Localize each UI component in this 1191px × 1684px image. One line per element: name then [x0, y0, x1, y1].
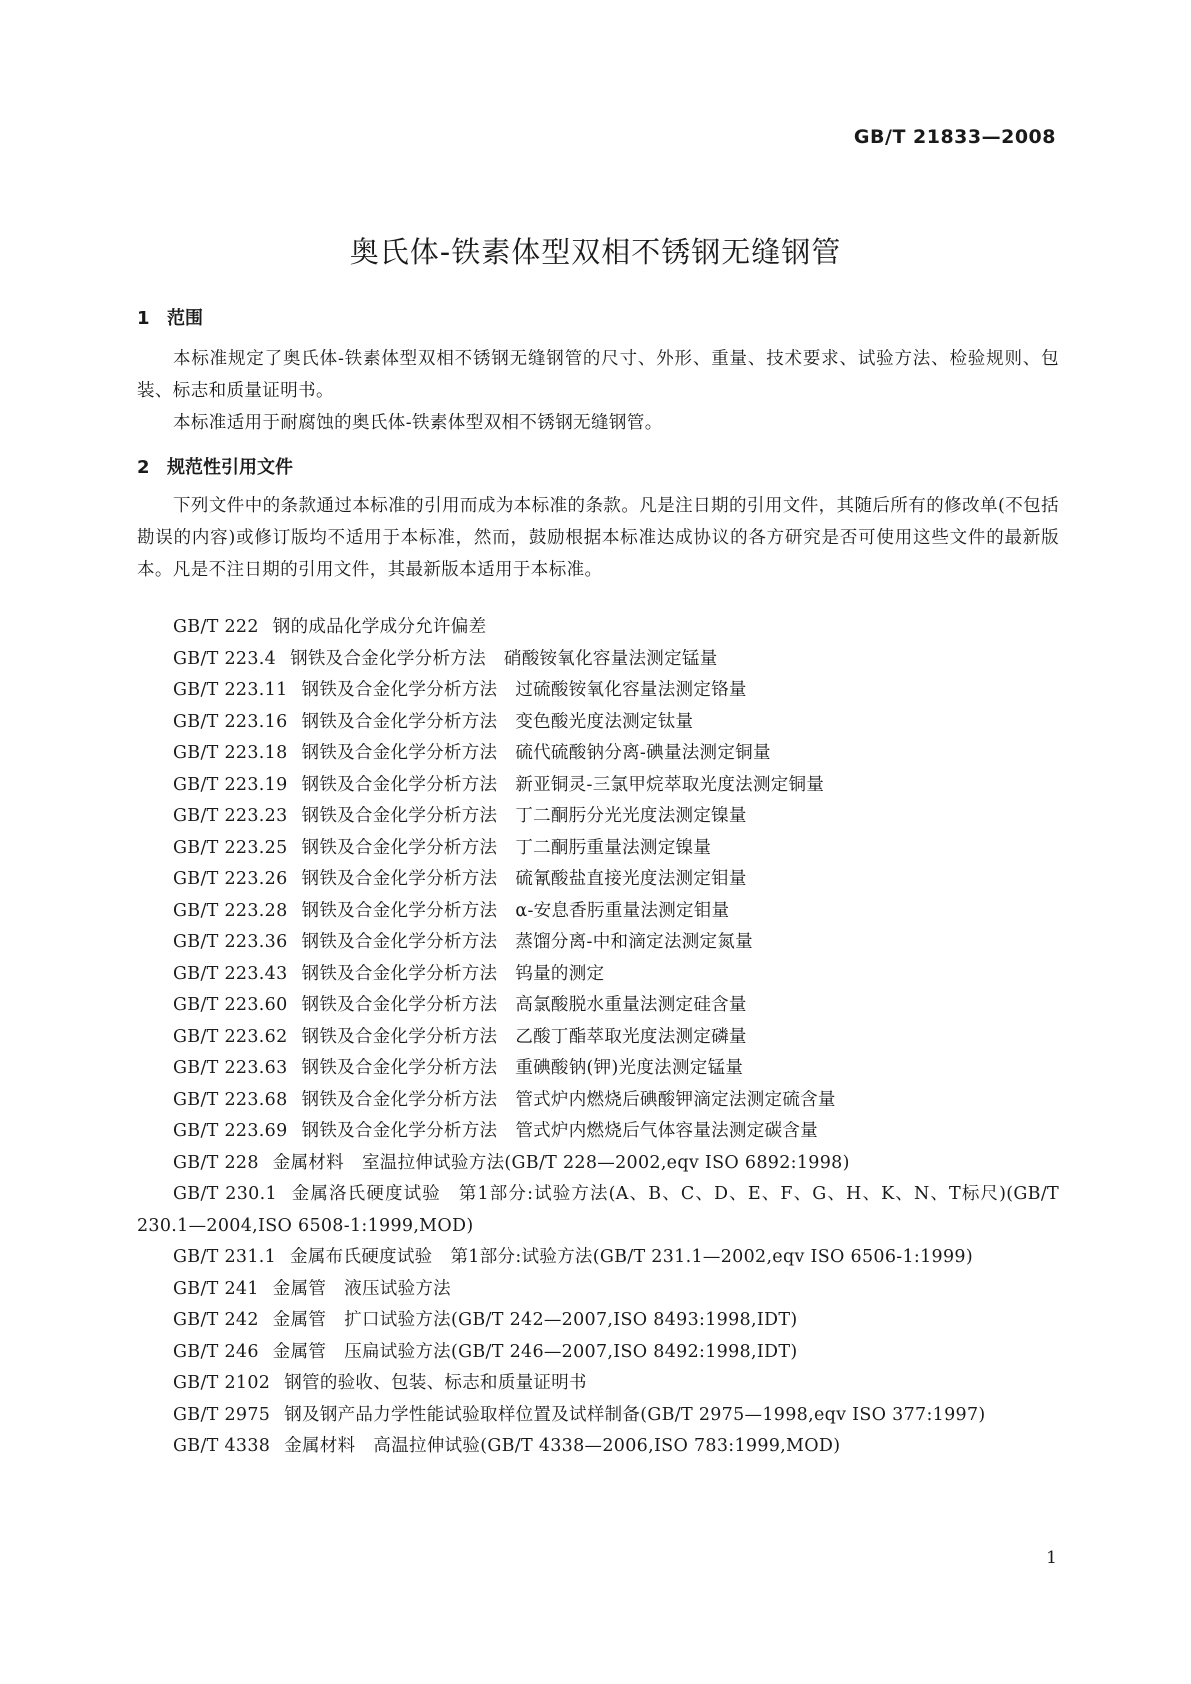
reference-title: 钢管的验收、包装、标志和质量证明书 [284, 1373, 587, 1393]
reference-title: 金属布氏硬度试验 [290, 1247, 433, 1267]
reference-item [137, 1400, 1059, 1432]
reference-title: 钢铁及合金化学分析方法 [301, 774, 498, 795]
reference-subtitle: 钨量的测定 [515, 963, 605, 984]
reference-item [137, 959, 1059, 991]
reference-code: GB/T 223.18 [173, 743, 288, 763]
section-title: 规范性引用文件 [167, 457, 293, 478]
reference-title: 金属洛氏硬度试验 [290, 1184, 441, 1204]
reference-item [137, 770, 1059, 802]
reference-item [137, 1179, 1059, 1242]
reference-subtitle: 液压试验方法 [344, 1278, 451, 1299]
reference-code: GB/T 223.63 [173, 1058, 288, 1078]
reference-code: GB/T 241 [173, 1278, 259, 1299]
reference-code: GB/T 223.16 [173, 711, 288, 732]
reference-title: 金属管 [272, 1278, 327, 1299]
reference-subtitle: 硝酸铵氧化容量法测定锰量 [503, 648, 718, 669]
reference-code: GB/T 223.11 [173, 680, 288, 700]
reference-title: 钢铁及合金化学分析方法 [301, 743, 498, 763]
reference-title: 钢铁及合金化学分析方法 [301, 1089, 498, 1110]
reference-item [137, 864, 1059, 896]
reference-item [137, 801, 1059, 833]
reference-code: GB/T 222 [173, 617, 259, 637]
reference-title: 钢铁及合金化学分析方法 [301, 1121, 498, 1141]
reference-code: GB/T 223.43 [173, 963, 288, 984]
reference-item [137, 1022, 1059, 1054]
reference-subtitle: 管式炉内燃烧后碘酸钾滴定法测定硫含量 [515, 1089, 836, 1110]
reference-code: GB/T 223.19 [173, 774, 288, 795]
reference-item [137, 1148, 1059, 1180]
reference-subtitle: 蒸馏分离-中和滴定法测定氮量 [515, 932, 753, 952]
reference-subtitle: 第1部分:试验方法(A、B、C、D、E、F、G、H、K、N、T标尺)(GB/T 230.1—2004,ISO 6508-1:1999,MOD) [137, 1184, 1059, 1236]
reference-code: GB/T 242 [173, 1310, 259, 1330]
reference-subtitle: 高氯酸脱水重量法测定硅含量 [515, 995, 747, 1015]
reference-code: GB/T 223.4 [173, 648, 277, 669]
reference-title: 钢铁及合金化学分析方法 [301, 900, 498, 921]
reference-item [137, 738, 1059, 770]
reference-subtitle: 硫氰酸盐直接光度法测定钼量 [515, 869, 747, 889]
reference-title: 钢铁及合金化学分析方法 [301, 837, 498, 858]
reference-item [137, 1305, 1059, 1337]
reference-item [137, 1368, 1059, 1400]
reference-item [137, 675, 1059, 707]
references-intro-paragraph: 下列文件中的条款通过本标准的引用而成为本标准的条款。凡是注日期的引用文件，其随后所有的修改单(不包括勘误的内容)或修订版均不适用于本标准，然而，鼓励根据本标准达成协议的各方研究是否可使用这些文件的最新版本。凡是不注日期的引用文件，其最新版本适用于本标准。 [137, 496, 1059, 580]
reference-code: GB/T 223.26 [173, 869, 288, 889]
reference-subtitle: 新亚铜灵-三氯甲烷萃取光度法测定铜量 [515, 774, 825, 795]
reference-item [137, 1053, 1059, 1085]
reference-code: GB/T 223.60 [173, 995, 288, 1015]
reference-item [137, 1337, 1059, 1369]
scope-paragraph-2: 本标准适用于耐腐蚀的奥氏体-铁素体型双相不锈钢无缝钢管。 [173, 413, 663, 433]
reference-subtitle: 丁二酮肟重量法测定镍量 [515, 837, 712, 858]
reference-subtitle: 高温拉伸试验(GB/T 4338—2006,ISO 783:1999,MOD) [373, 1436, 841, 1456]
reference-code: GB/T 223.23 [173, 806, 288, 826]
reference-title: 钢铁及合金化学分析方法 [301, 963, 498, 984]
reference-item [137, 896, 1059, 928]
reference-title: 钢铁及合金化学分析方法 [301, 932, 498, 952]
reference-subtitle: 变色酸光度法测定钛量 [515, 711, 694, 732]
reference-title: 金属管 [272, 1341, 327, 1362]
reference-item [137, 644, 1059, 676]
reference-title: 金属材料 [284, 1436, 356, 1456]
reference-title: 钢铁及合金化学分析方法 [301, 680, 498, 700]
reference-code: GB/T 231.1 [173, 1247, 277, 1267]
reference-item [137, 707, 1059, 739]
reference-title: 钢的成品化学成分允许偏差 [272, 617, 487, 637]
reference-title: 钢铁及合金化学分析方法 [301, 1058, 498, 1078]
standard-number: GB/T 21833—2008 [853, 126, 1056, 148]
reference-code: GB/T 223.36 [173, 932, 288, 952]
section-number: 2 [137, 457, 150, 478]
reference-code: GB/T 2975 [173, 1404, 271, 1425]
reference-title: 金属材料 [272, 1152, 344, 1173]
reference-title: 金属管 [272, 1310, 327, 1330]
reference-item [137, 833, 1059, 865]
page-number: 1 [1046, 1548, 1057, 1568]
section-heading-normative-references [137, 453, 293, 479]
reference-item [137, 1431, 1059, 1463]
reference-subtitle: 重碘酸钠(钾)光度法测定锰量 [515, 1058, 744, 1078]
reference-title: 钢及钢产品力学性能试验取样位置及试样制备(GB/T 2975—1998,eqv ISO 377:1997) [284, 1404, 986, 1425]
reference-subtitle: 压扁试验方法(GB/T 246—2007,ISO 8492:1998,IDT) [344, 1341, 798, 1362]
reference-item [137, 1242, 1059, 1274]
reference-title: 钢铁及合金化学分析方法 [301, 995, 498, 1015]
reference-item [137, 1116, 1059, 1148]
section-title: 范围 [167, 308, 203, 329]
reference-code: GB/T 223.25 [173, 837, 288, 858]
reference-subtitle: 室温拉伸试验方法(GB/T 228—2002,eqv ISO 6892:1998) [361, 1152, 850, 1173]
reference-code: GB/T 223.68 [173, 1089, 288, 1110]
reference-code: GB/T 230.1 [173, 1184, 277, 1204]
reference-item [137, 1274, 1059, 1306]
reference-title: 钢铁及合金化学分析方法 [301, 869, 498, 889]
reference-subtitle: 乙酸丁酯萃取光度法测定磷量 [515, 1026, 747, 1047]
reference-item [137, 990, 1059, 1022]
reference-subtitle: 第1部分:试验方法(GB/T 231.1—2002,eqv ISO 6506-1:1999) [450, 1247, 973, 1267]
scope-paragraph-1: 本标准规定了奥氏体-铁素体型双相不锈钢无缝钢管的尺寸、外形、重量、技术要求、试验方法、检验规则、包装、标志和质量证明书。 [137, 349, 1059, 401]
reference-title: 钢铁及合金化学分析方法 [301, 806, 498, 826]
document-title: 奥氏体-铁素体型双相不锈钢无缝钢管 [349, 235, 842, 269]
reference-list [137, 612, 1059, 1463]
reference-code: GB/T 228 [173, 1152, 259, 1173]
reference-title: 钢铁及合金化学分析方法 [301, 711, 498, 732]
reference-item [137, 612, 1059, 644]
reference-subtitle: 硫代硫酸钠分离-碘量法测定铜量 [515, 743, 771, 763]
reference-subtitle: 管式炉内燃烧后气体容量法测定碳含量 [515, 1121, 818, 1141]
section-heading-scope [137, 304, 203, 330]
reference-subtitle: 丁二酮肟分光光度法测定镍量 [515, 806, 747, 826]
reference-subtitle: α-安息香肟重量法测定钼量 [515, 900, 730, 921]
reference-title: 钢铁及合金化学分析方法 [301, 1026, 498, 1047]
reference-subtitle: 扩口试验方法(GB/T 242—2007,ISO 8493:1998,IDT) [344, 1310, 798, 1330]
reference-code: GB/T 246 [173, 1341, 259, 1362]
reference-code: GB/T 223.62 [173, 1026, 288, 1047]
reference-code: GB/T 2102 [173, 1373, 271, 1393]
reference-code: GB/T 4338 [173, 1436, 271, 1456]
section-number: 1 [137, 308, 150, 329]
reference-code: GB/T 223.28 [173, 900, 288, 921]
reference-subtitle: 过硫酸铵氧化容量法测定铬量 [515, 680, 747, 700]
reference-title: 钢铁及合金化学分析方法 [290, 648, 486, 669]
reference-code: GB/T 223.69 [173, 1121, 288, 1141]
reference-item [137, 927, 1059, 959]
reference-item [137, 1085, 1059, 1117]
